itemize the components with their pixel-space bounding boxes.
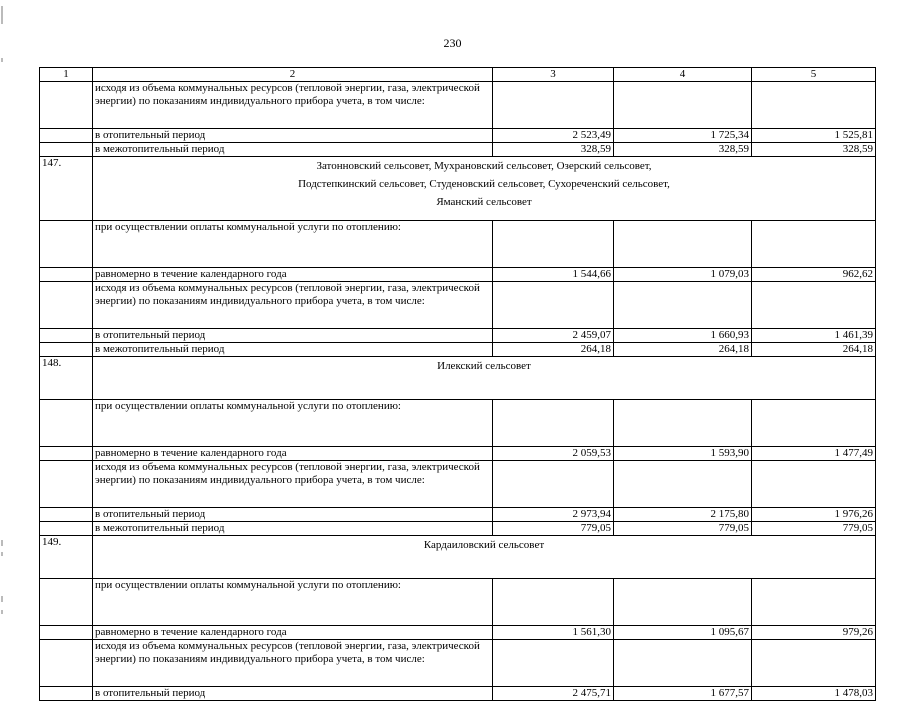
value-col-4: 1 677,57 xyxy=(614,687,752,701)
row-number-cell xyxy=(40,626,93,640)
page-number: 230 xyxy=(443,36,462,50)
table-row xyxy=(40,82,876,129)
value-col-5: 1 477,49 xyxy=(752,447,876,461)
table-row xyxy=(40,282,876,329)
row-number-cell xyxy=(40,640,93,687)
table-row xyxy=(40,129,876,143)
row-number-cell xyxy=(40,579,93,626)
value-col-4: 328,59 xyxy=(614,143,752,157)
value-col-3: 2 475,71 xyxy=(493,687,614,701)
table-row xyxy=(40,400,876,447)
value-col-5: 1 976,26 xyxy=(752,508,876,522)
scan-edge-marks xyxy=(1,0,4,640)
value-col-3: 264,18 xyxy=(493,343,614,357)
row-label: в отопительный период xyxy=(93,329,493,343)
table-row xyxy=(40,343,876,357)
value-col-4: 1 725,34 xyxy=(614,129,752,143)
value-col-4: 1 095,67 xyxy=(614,626,752,640)
row-number-cell xyxy=(40,268,93,282)
header-cell-5: 5 xyxy=(752,68,876,82)
value-col-5 xyxy=(752,82,876,129)
value-col-5: 1 525,81 xyxy=(752,129,876,143)
value-col-3: 2 459,07 xyxy=(493,329,614,343)
row-label: в межотопительный период xyxy=(93,143,493,157)
table-row xyxy=(40,687,876,701)
row-number-cell xyxy=(40,129,93,143)
value-col-5: 1 461,39 xyxy=(752,329,876,343)
row-label: в отопительный период xyxy=(93,508,493,522)
value-col-3 xyxy=(493,400,614,447)
group-title-line: Яманский сельсовет xyxy=(436,196,532,208)
table-row xyxy=(40,508,876,522)
row-number-cell xyxy=(40,508,93,522)
table-row xyxy=(40,626,876,640)
table-row xyxy=(40,143,876,157)
row-number-cell xyxy=(40,143,93,157)
row-number-cell xyxy=(40,343,93,357)
value-col-4 xyxy=(614,221,752,268)
row-number-cell xyxy=(40,82,93,129)
value-col-3 xyxy=(493,579,614,626)
value-col-5: 328,59 xyxy=(752,143,876,157)
table-row xyxy=(40,461,876,508)
table-row xyxy=(40,447,876,461)
group-number: 149. xyxy=(40,536,93,579)
group-title-line: Подстепкинский сельсовет, Студеновский сельсовет, Сухореченский сельсовет, xyxy=(298,178,670,190)
table-row xyxy=(40,357,876,400)
row-label: в межотопительный период xyxy=(93,522,493,536)
table-row xyxy=(40,329,876,343)
row-label: при осуществлении оплаты коммунальной услуги по отоплению: xyxy=(93,221,493,268)
value-col-5: 264,18 xyxy=(752,343,876,357)
value-col-4 xyxy=(614,579,752,626)
value-col-4: 1 593,90 xyxy=(614,447,752,461)
header-cell-2: 2 xyxy=(93,68,493,82)
value-col-5 xyxy=(752,400,876,447)
row-label: исходя из объема коммунальных ресурсов (тепловой энергии, газа, электрической энергии) по показаниям индивидуального прибора учета, в том числе: xyxy=(93,82,493,129)
row-label: в отопительный период xyxy=(93,129,493,143)
value-col-4 xyxy=(614,282,752,329)
value-col-4: 1 660,93 xyxy=(614,329,752,343)
table-row xyxy=(40,536,876,579)
row-label: исходя из объема коммунальных ресурсов (тепловой энергии, газа, электрической энергии) по показаниям индивидуального прибора учета, в том числе: xyxy=(93,282,493,329)
value-col-4: 264,18 xyxy=(614,343,752,357)
value-col-3: 2 523,49 xyxy=(493,129,614,143)
tariff-table xyxy=(39,67,876,701)
value-col-3 xyxy=(493,82,614,129)
header-row xyxy=(40,68,876,82)
value-col-4 xyxy=(614,461,752,508)
row-number-cell xyxy=(40,400,93,447)
value-col-5 xyxy=(752,579,876,626)
row-number-cell xyxy=(40,447,93,461)
value-col-4: 2 175,80 xyxy=(614,508,752,522)
row-label: равномерно в течение календарного года xyxy=(93,268,493,282)
group-title-line: Затонновский сельсовет, Мухрановский сельсовет, Озерский сельсовет, xyxy=(316,160,652,172)
group-title xyxy=(93,157,876,221)
table-row xyxy=(40,579,876,626)
row-label: при осуществлении оплаты коммунальной услуги по отоплению: xyxy=(93,400,493,447)
row-label: в межотопительный период xyxy=(93,343,493,357)
group-number: 147. xyxy=(40,157,93,221)
value-col-3: 1 544,66 xyxy=(493,268,614,282)
row-number-cell xyxy=(40,522,93,536)
row-number-cell xyxy=(40,461,93,508)
value-col-4: 779,05 xyxy=(614,522,752,536)
group-title xyxy=(93,357,876,400)
value-col-5 xyxy=(752,640,876,687)
table-row xyxy=(40,157,876,221)
table-body xyxy=(40,68,876,701)
value-col-3: 2 973,94 xyxy=(493,508,614,522)
row-label: равномерно в течение календарного года xyxy=(93,447,493,461)
table-row xyxy=(40,221,876,268)
value-col-3: 328,59 xyxy=(493,143,614,157)
value-col-5: 979,26 xyxy=(752,626,876,640)
value-col-4: 1 079,03 xyxy=(614,268,752,282)
row-label: исходя из объема коммунальных ресурсов (тепловой энергии, газа, электрической энергии) по показаниям индивидуального прибора учета, в том числе: xyxy=(93,640,493,687)
row-number-cell xyxy=(40,687,93,701)
value-col-4 xyxy=(614,82,752,129)
group-number: 148. xyxy=(40,357,93,400)
value-col-3 xyxy=(493,282,614,329)
value-col-5 xyxy=(752,221,876,268)
header-cell-1: 1 xyxy=(40,68,93,82)
value-col-3 xyxy=(493,461,614,508)
table-row xyxy=(40,268,876,282)
row-label: равномерно в течение календарного года xyxy=(93,626,493,640)
value-col-5 xyxy=(752,282,876,329)
value-col-5: 779,05 xyxy=(752,522,876,536)
header-cell-4: 4 xyxy=(614,68,752,82)
row-label: в отопительный период xyxy=(93,687,493,701)
row-number-cell xyxy=(40,329,93,343)
group-title xyxy=(93,536,876,579)
row-number-cell xyxy=(40,221,93,268)
value-col-3 xyxy=(493,221,614,268)
value-col-4 xyxy=(614,400,752,447)
value-col-3: 779,05 xyxy=(493,522,614,536)
table-row xyxy=(40,640,876,687)
value-col-3: 2 059,53 xyxy=(493,447,614,461)
table-row xyxy=(40,522,876,536)
header-cell-3: 3 xyxy=(493,68,614,82)
value-col-5: 1 478,03 xyxy=(752,687,876,701)
row-label: исходя из объема коммунальных ресурсов (тепловой энергии, газа, электрической энергии) по показаниям индивидуального прибора учета, в том числе: xyxy=(93,461,493,508)
value-col-4 xyxy=(614,640,752,687)
row-label: при осуществлении оплаты коммунальной услуги по отоплению: xyxy=(93,579,493,626)
value-col-3 xyxy=(493,640,614,687)
value-col-5 xyxy=(752,461,876,508)
row-number-cell xyxy=(40,282,93,329)
value-col-5: 962,62 xyxy=(752,268,876,282)
value-col-3: 1 561,30 xyxy=(493,626,614,640)
group-title-line: Илекский сельсовет xyxy=(437,360,531,372)
group-title-line: Кардаиловский сельсовет xyxy=(423,539,545,551)
